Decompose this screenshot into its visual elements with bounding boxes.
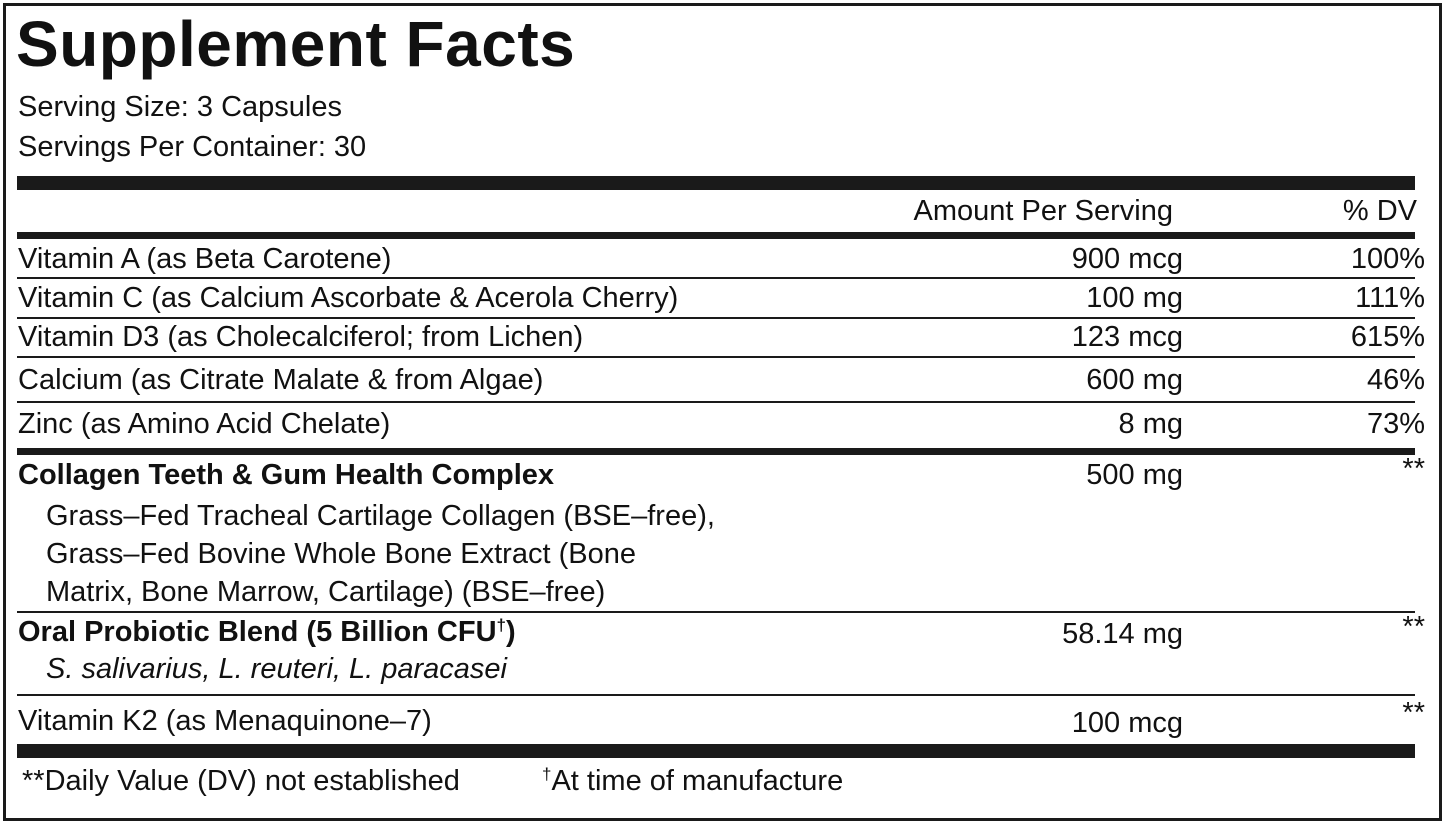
probiotic-name: [18, 615, 516, 649]
probiotic-strains: S. salivarius, L. reuteri, L. paracasei: [46, 653, 507, 685]
complex-name: Collagen Teeth & Gum Health Complex: [18, 459, 555, 491]
servings-per-container: Servings Per Container: 30: [18, 131, 367, 163]
probiotic-dv: **: [1402, 611, 1425, 643]
nutrient-name: Vitamin A (as Beta Carotene): [18, 243, 392, 275]
dv-column-header: % DV: [1342, 195, 1417, 227]
panel-title: Supplement Facts: [16, 8, 576, 80]
nutrient-dv: 615%: [1350, 321, 1425, 353]
probiotic-amount: 58.14 mg: [1062, 618, 1183, 650]
row-divider: [17, 611, 1415, 613]
probiotic-name-close: ): [506, 616, 516, 648]
nutrient-dv: 100%: [1350, 243, 1425, 275]
nutrient-amount: 100 mcg: [1071, 707, 1183, 739]
dv-footnote: **Daily Value (DV) not established: [22, 765, 460, 797]
nutrient-dv: 73%: [1366, 408, 1425, 440]
serving-size: Serving Size: 3 Capsules: [18, 91, 342, 123]
nutrient-name: Calcium (as Citrate Malate & from Algae): [18, 364, 544, 396]
nutrient-amount: 100 mg: [1086, 282, 1183, 314]
row-divider: [17, 694, 1415, 696]
complex-amount: 500 mg: [1086, 459, 1183, 491]
nutrient-dv: 111%: [1355, 282, 1425, 314]
row-divider: [17, 356, 1415, 358]
thick-divider-top: [17, 176, 1415, 190]
complex-ingredient-line: Grass–Fed Bovine Whole Bone Extract (Bone: [46, 538, 636, 570]
nutrient-amount: 900 mcg: [1071, 243, 1183, 275]
section-divider: [17, 448, 1415, 455]
nutrient-dv: 46%: [1366, 364, 1425, 396]
dagger-footnote: [542, 764, 843, 798]
header-divider: [17, 232, 1415, 239]
row-divider: [17, 401, 1415, 403]
nutrient-amount: 123 mcg: [1071, 321, 1183, 353]
row-divider: [17, 317, 1415, 319]
nutrient-amount: 600 mg: [1086, 364, 1183, 396]
nutrient-name: Zinc (as Amino Acid Chelate): [18, 408, 391, 440]
thick-divider-bottom: [17, 744, 1415, 758]
amount-column-header: Amount Per Serving: [913, 195, 1173, 227]
complex-ingredient-line: Matrix, Bone Marrow, Cartilage) (BSE–free): [46, 576, 606, 608]
probiotic-name-text: Oral Probiotic Blend (5 Billion CFU: [18, 616, 497, 648]
nutrient-name: Vitamin D3 (as Cholecalciferol; from Lichen): [18, 321, 584, 353]
nutrient-name: Vitamin K2 (as Menaquinone–7): [18, 705, 432, 737]
dagger-mark: †: [496, 615, 506, 635]
dagger-mark: †: [542, 764, 552, 784]
row-divider: [17, 277, 1415, 279]
dagger-footnote-text: At time of manufacture: [551, 765, 844, 797]
complex-dv: **: [1402, 453, 1425, 485]
nutrient-amount: 8 mg: [1118, 408, 1183, 440]
nutrient-dv: **: [1402, 697, 1425, 729]
nutrient-name: Vitamin C (as Calcium Ascorbate & Acerola Cherry): [18, 282, 679, 314]
complex-ingredient-line: Grass–Fed Tracheal Cartilage Collagen (BSE–free),: [46, 500, 715, 532]
